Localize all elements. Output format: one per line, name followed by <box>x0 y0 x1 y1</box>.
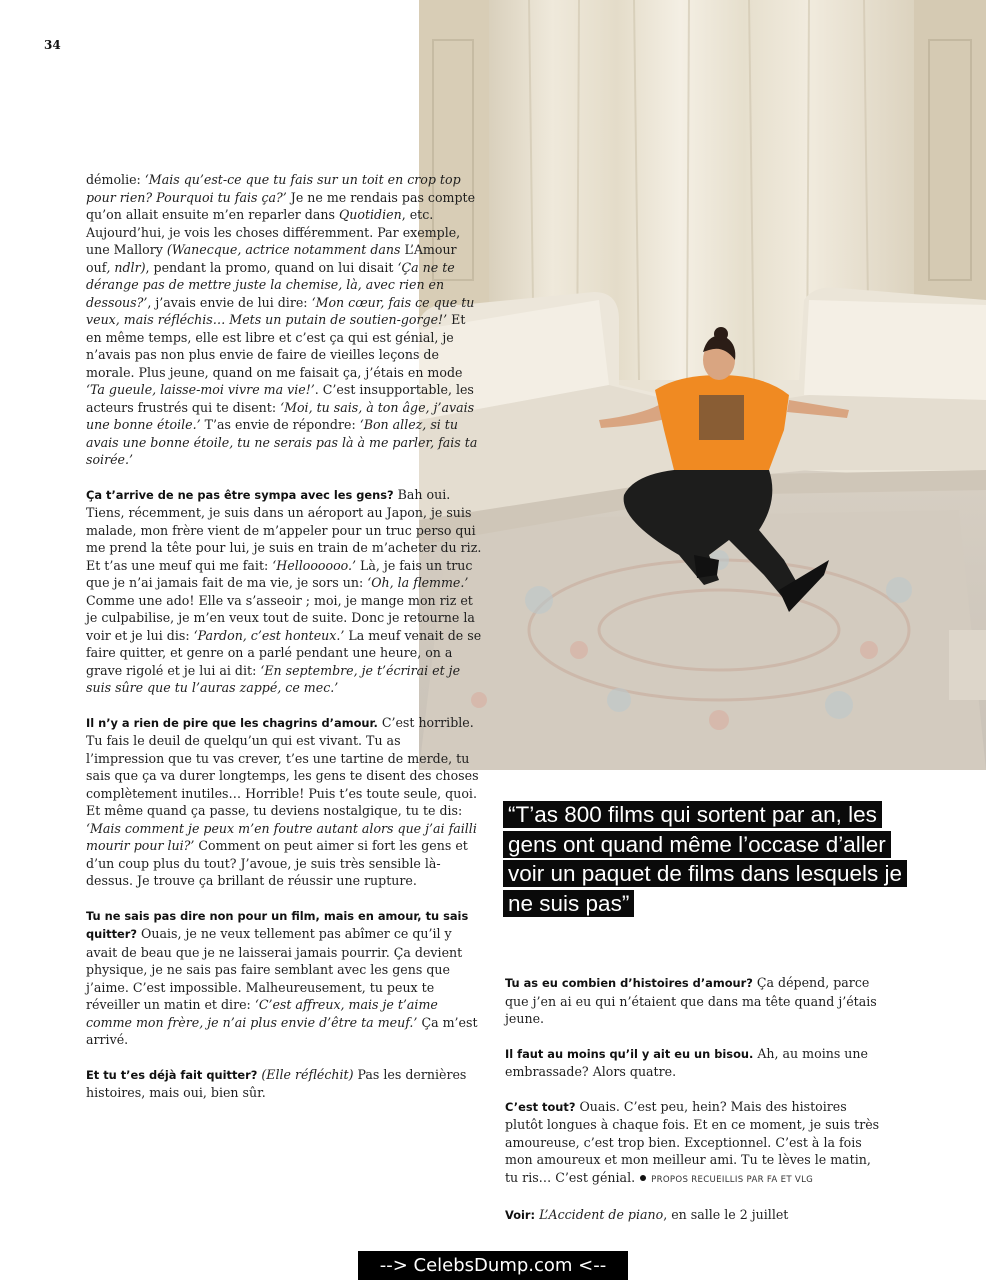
text-run: ‘Bon allez, si tu avais une bonne étoile, tu ne serais pas là à me parler, fais ta soirée.’ <box>86 417 478 467</box>
text-run: Pas les dernières histoires, mais oui, bien sûr. <box>86 1066 467 1100</box>
text-run: C’est horrible. Tu fais le deuil de quelqu’un qui est vivant. Tu as l’impression que tu vas crever, t’es une tartine de merde, tu sais que ça va durer longtemps, les gens te disent des choses complètement inutiles… Horrible! Puis t’es toute seule, quoi. Et même quand ça passe, tu deviens nostalgique, tu te dis: <box>86 714 479 818</box>
credit-text: PROPOS RECUEILLIS PAR FA ET VLG <box>651 1174 814 1185</box>
question-text: Ça t’arrive de ne pas être sympa avec les gens? <box>86 487 394 502</box>
text-run: , etc. Aujourd’hui, je vois les choses différemment. Par exemple, une Mallory <box>86 207 461 257</box>
cover-photo <box>419 0 986 770</box>
text-run: Ça dépend, parce que j’en ai eu qui n’étaient que dans ma tête quand j’étais jeune. <box>505 975 877 1026</box>
article-paragraph <box>86 171 482 469</box>
page-number: 34 <box>44 38 61 52</box>
text-run: Ça m’est arrivé. <box>86 1014 478 1047</box>
article-paragraph <box>505 1045 885 1081</box>
text-run: , en salle le 2 juillet <box>663 1207 789 1222</box>
article-paragraph <box>505 1098 885 1190</box>
text-run: Comment on peut aimer si fort les gens et d’un coup plus du tout? J’avoue, je suis très sensible là-dessus. Je trouve ça brillant de réussir une rupture. <box>86 838 468 888</box>
question-text: Il n’y a rien de pire que les chagrins d’amour. <box>86 715 378 730</box>
text-run: ‘Pardon, c’est honteux.’ <box>193 627 345 643</box>
watermark: --> CelebsDump.com <-- <box>358 1251 628 1280</box>
text-run: ‘Ta gueule, laisse-moi vivre ma vie!’ <box>86 382 315 397</box>
article-paragraph <box>505 974 885 1028</box>
text-run: ‘Moi, tu sais, à ton âge, j’avais une bonne étoile.’ <box>86 399 475 432</box>
text-run: ‘En septembre, je t’écrirai et je suis sûre que tu l’auras zappé, ce mec.’ <box>86 662 461 695</box>
text-run: , ndlr) <box>106 259 146 275</box>
question-text: Tu as eu combien d’histoires d’amour? <box>505 976 753 990</box>
text-run: Et en même temps, elle est libre et c’est ça qui est génial, je n’avais pas non plus envie de faire de vieilles leçons de morale. Plus jeune, quand on me faisait ça, j’étais en mode <box>86 312 466 380</box>
end-dot-icon <box>640 1175 646 1181</box>
article-paragraph <box>86 714 482 890</box>
text-run: Là, je fais un truc que je n’ai jamais fait de ma vie, je sors un: <box>86 557 473 590</box>
text-run: ‘Helloooooo.’ <box>272 557 357 573</box>
text-run: (Wanecque, actrice notamment dans <box>166 242 405 257</box>
text-run: L’Amour ouf <box>86 242 457 275</box>
pull-quote <box>503 800 923 918</box>
text-run: démolie: <box>86 172 145 187</box>
text-run: T’as envie de répondre: <box>200 417 360 432</box>
question-text: Il faut au moins qu’il y ait eu un bisou. <box>505 1046 754 1061</box>
question-text: Tu ne sais pas dire non pour un film, mais en amour, tu sais quitter? <box>86 908 469 941</box>
text-run: Quotidien <box>338 207 402 222</box>
text-run: ‘Mais qu’est-ce que tu fais sur un toit en crop top pour rien? Pourquoi tu fais ça?’ <box>86 172 461 205</box>
article-paragraph <box>86 1066 482 1102</box>
text-run: ‘Oh, la flemme.’ <box>367 575 469 590</box>
text-run: . C’est insupportable, les acteurs frustrés qui te disent: <box>86 382 474 415</box>
text-run: Comme une ado! Elle va s’asseoir ; moi, je mange mon riz et je culpabilise, je m’en veux tout de suite. Donc je retourne la voir et je lui dis: <box>86 592 475 643</box>
pull-quote-text: “T’as 800 films qui sortent par an, les gens ont quand même l’occase d’aller voir un paquet de films dans lesquels je ne suis pas” <box>503 801 907 917</box>
text-run: ‘Mon cœur, fais ce que tu veux, mais réfléchis… Mets un putain de soutien-gorge!’ <box>86 294 475 327</box>
text-run: ‘Mais comment je peux m’en foutre autant alors que j’ai failli mourir pour lui?’ <box>86 820 477 853</box>
question-text: Et tu t’es déjà fait quitter? <box>86 1067 258 1082</box>
left-text-column <box>86 171 482 1119</box>
text-run: , j’avais envie de lui dire: <box>147 294 312 310</box>
article-paragraph <box>86 907 482 1049</box>
text-run: Bah oui. Tiens, récemment, je suis dans un aéroport au Japon, je suis malade, mon frère vient de m’appeler pour un truc perso qui me prend la tête pour lui, je suis en train de m’acheter du riz. Et t’as une meuf qui me fait: <box>86 486 482 573</box>
text-run: (Elle réfléchit) <box>261 1066 354 1082</box>
text-run: Je ne me rendais pas compte qu’on allait ensuite m’en reparler dans <box>86 189 476 222</box>
text-run: La meuf venait de se faire quitter, et genre on a parlé pendant une heure, on a grave rigolé et je lui ai dit: <box>86 627 482 678</box>
question-text: Voir: <box>505 1208 536 1222</box>
text-run: Ouais. C’est peu, hein? Mais des histoires plutôt longues à chaque fois. Et en ce moment, je suis très amoureuse, c’est trop bien. Exceptionnel. C’est à la fois mon amoureux et mon meilleur ami. Tu te lèves le matin, tu ris… C’est génial. <box>505 1098 880 1185</box>
right-text-column <box>505 974 885 1242</box>
text-run: ‘C’est affreux, mais je t’aime comme mon frère, je n’ai plus envie d’être ta meuf.’ <box>86 997 438 1030</box>
question-text: C’est tout? <box>505 1099 576 1114</box>
text-run: Ah, au moins une embrassade? Alors quatre. <box>505 1045 868 1079</box>
text-run: ‘Ça ne te dérange pas de mettre juste la chemise, là, avec rien en dessous?’ <box>86 259 455 310</box>
text-run: , pendant la promo, quand on lui disait <box>145 259 398 275</box>
text-run: Ouais, je ne veux tellement pas abîmer ce qu’il y avait de beau que je ne laisserai jamais pourrir. Ça devient physique, je ne sais pas faire semblant avec les gens que j’aime. C’est impossible. Malheureusement, tu peux te réveiller un matin et dire: <box>86 926 463 1012</box>
article-paragraph <box>505 1206 885 1225</box>
text-run: L’Accident de piano <box>539 1207 664 1222</box>
article-paragraph <box>86 486 482 697</box>
